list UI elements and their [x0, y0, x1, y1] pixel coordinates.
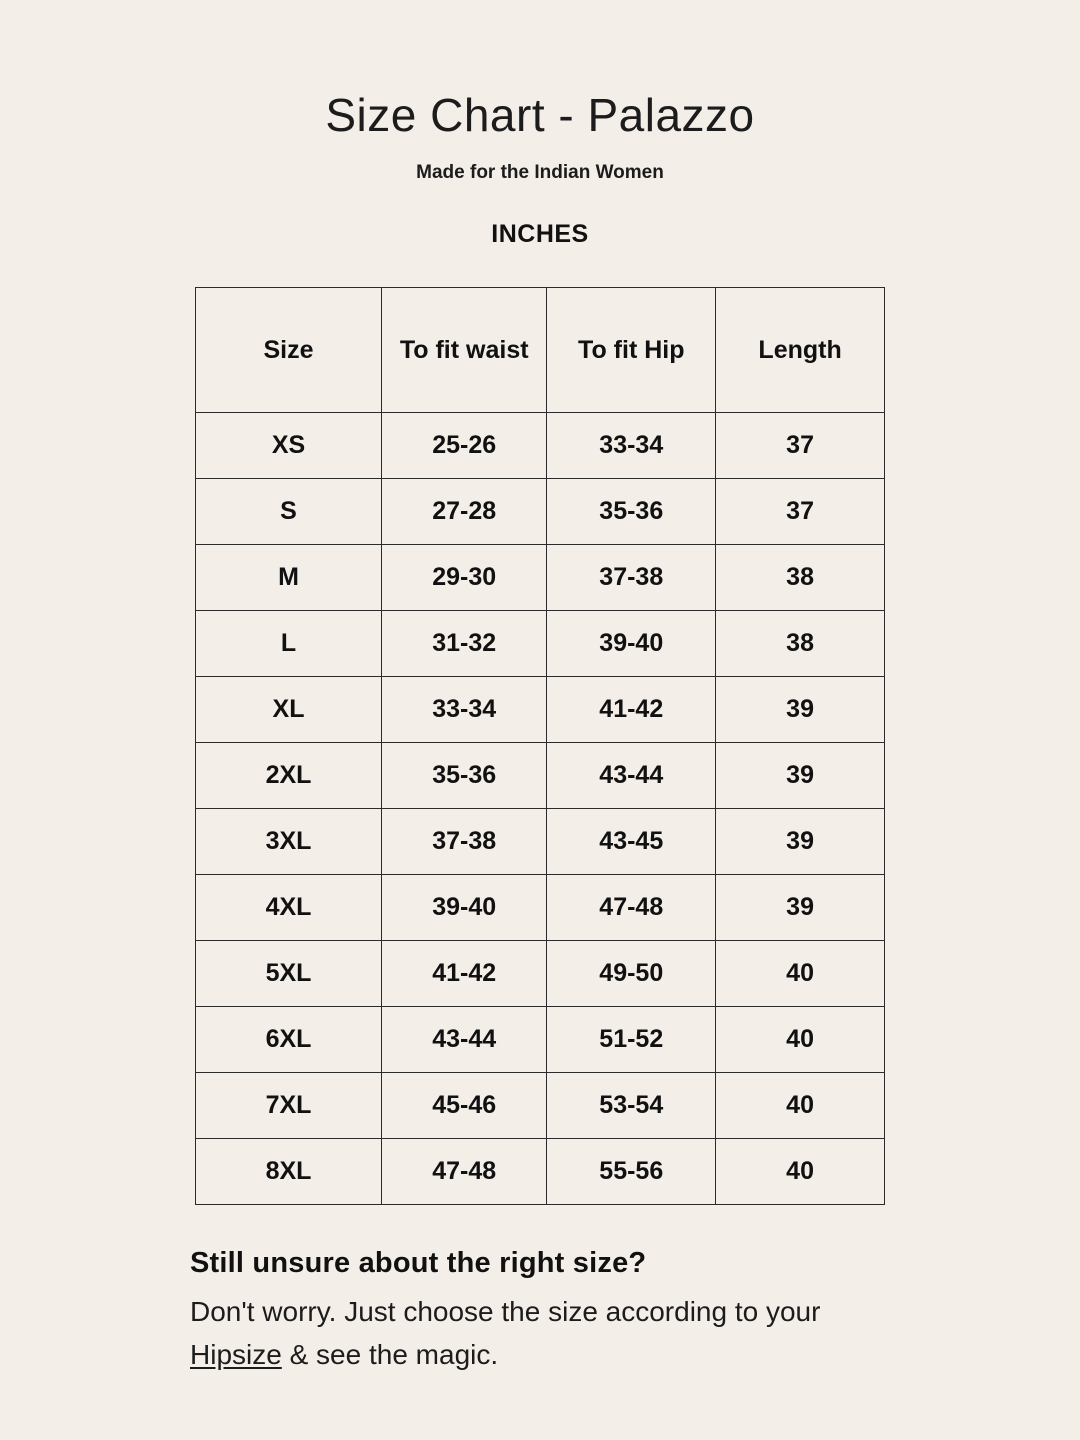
- size-table-wrapper: [195, 287, 885, 1205]
- footer-note: [190, 1247, 890, 1377]
- cell-waist: 35-36: [382, 743, 547, 809]
- table-row: [196, 413, 885, 479]
- cell-waist: 45-46: [382, 1073, 547, 1139]
- cell-size: L: [196, 611, 382, 677]
- cell-hip: 33-34: [547, 413, 716, 479]
- table-row: [196, 1007, 885, 1073]
- footer-line-1: Don't worry. Just choose the size according to your: [190, 1296, 821, 1327]
- cell-waist: 41-42: [382, 941, 547, 1007]
- cell-hip: 55-56: [547, 1139, 716, 1205]
- hipsize-link[interactable]: Hipsize: [190, 1339, 282, 1371]
- cell-size: 7XL: [196, 1073, 382, 1139]
- footer-heading: Still unsure about the right size?: [190, 1247, 647, 1279]
- cell-length: 38: [716, 611, 885, 677]
- cell-length: 39: [716, 677, 885, 743]
- table-row: [196, 611, 885, 677]
- cell-size: 5XL: [196, 941, 382, 1007]
- cell-length: 39: [716, 743, 885, 809]
- cell-waist: 43-44: [382, 1007, 547, 1073]
- cell-waist: 27-28: [382, 479, 547, 545]
- column-header-hip: To fit Hip: [547, 288, 716, 413]
- cell-waist: 33-34: [382, 677, 547, 743]
- table-header-row: [196, 288, 885, 413]
- cell-length: 39: [716, 875, 885, 941]
- cell-length: 38: [716, 545, 885, 611]
- page-subtitle: Made for the Indian Women: [416, 162, 664, 183]
- cell-length: 37: [716, 479, 885, 545]
- cell-hip: 49-50: [547, 941, 716, 1007]
- table-row: [196, 479, 885, 545]
- footer-line-2-rest: & see the magic.: [281, 1339, 499, 1371]
- cell-size: XL: [196, 677, 382, 743]
- cell-hip: 51-52: [547, 1007, 716, 1073]
- cell-hip: 43-45: [547, 809, 716, 875]
- units-label: INCHES: [491, 220, 589, 248]
- cell-size: XS: [196, 413, 382, 479]
- column-header-waist: To fit waist: [382, 288, 547, 413]
- table-body: [196, 413, 885, 1205]
- cell-hip: 37-38: [547, 545, 716, 611]
- column-header-length: Length: [716, 288, 885, 413]
- cell-waist: 47-48: [382, 1139, 547, 1205]
- cell-waist: 31-32: [382, 611, 547, 677]
- size-table: [195, 287, 885, 1205]
- footer-line-2: [190, 1333, 890, 1376]
- cell-length: 39: [716, 809, 885, 875]
- cell-length: 37: [716, 413, 885, 479]
- cell-hip: 43-44: [547, 743, 716, 809]
- cell-hip: 53-54: [547, 1073, 716, 1139]
- cell-size: S: [196, 479, 382, 545]
- cell-waist: 25-26: [382, 413, 547, 479]
- cell-length: 40: [716, 1139, 885, 1205]
- cell-size: 6XL: [196, 1007, 382, 1073]
- cell-size: 8XL: [196, 1139, 382, 1205]
- column-header-size: Size: [196, 288, 382, 413]
- cell-hip: 39-40: [547, 611, 716, 677]
- cell-length: 40: [716, 941, 885, 1007]
- cell-size: M: [196, 545, 382, 611]
- table-row: [196, 545, 885, 611]
- cell-size: 3XL: [196, 809, 382, 875]
- cell-waist: 29-30: [382, 545, 547, 611]
- cell-waist: 37-38: [382, 809, 547, 875]
- cell-size: 4XL: [196, 875, 382, 941]
- cell-size: 2XL: [196, 743, 382, 809]
- cell-length: 40: [716, 1007, 885, 1073]
- table-row: [196, 743, 885, 809]
- table-row: [196, 1073, 885, 1139]
- table-row: [196, 875, 885, 941]
- table-row: [196, 941, 885, 1007]
- cell-hip: 35-36: [547, 479, 716, 545]
- table-header: [196, 288, 885, 413]
- cell-length: 40: [716, 1073, 885, 1139]
- cell-hip: 47-48: [547, 875, 716, 941]
- table-row: [196, 809, 885, 875]
- table-row: [196, 1139, 885, 1205]
- cell-waist: 39-40: [382, 875, 547, 941]
- page-title: Size Chart - Palazzo: [325, 89, 755, 141]
- cell-hip: 41-42: [547, 677, 716, 743]
- table-row: [196, 677, 885, 743]
